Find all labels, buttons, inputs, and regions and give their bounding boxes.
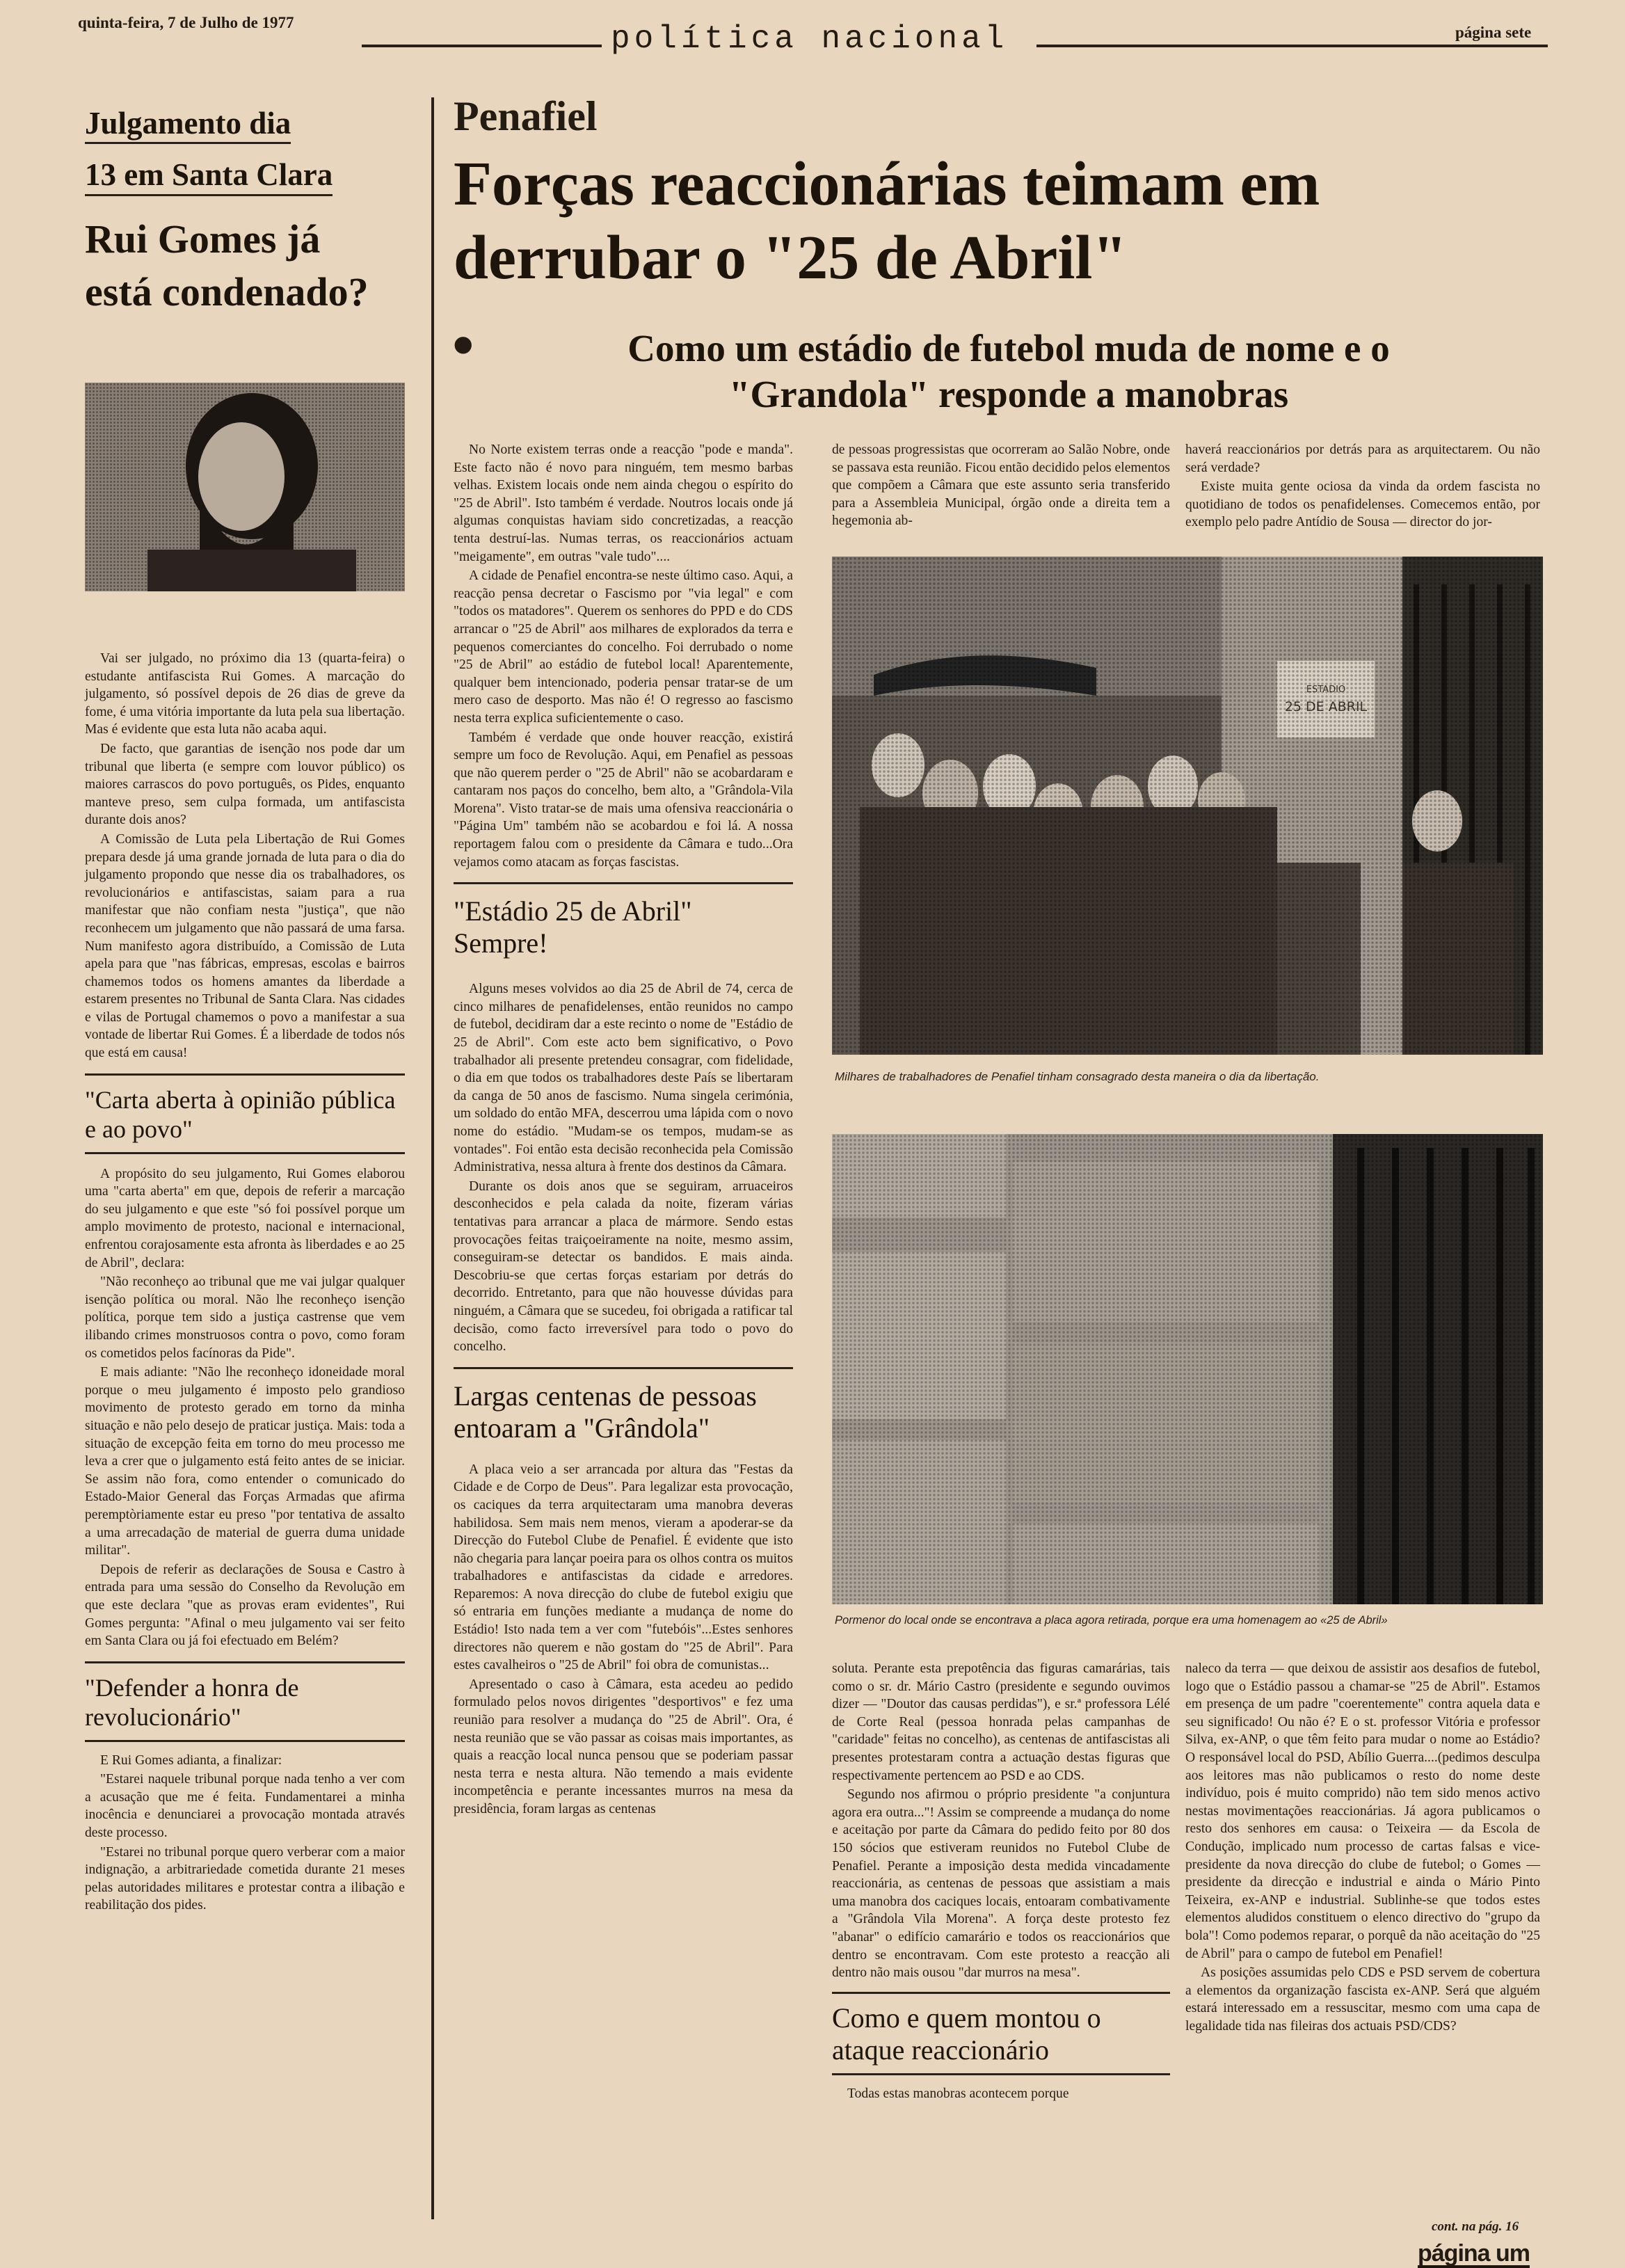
left-kicker-1: Julgamento dia bbox=[85, 104, 291, 144]
col-b2-p2: Segundo nos afirmou o próprio presidente "a conjuntura agora era outra..."! Assim se compreende a mudança do nome e aceitação por parte da Câmara do pedido feito por 80 dos 150 sócios que estiveram reunidos no Futebol Clube de Penafiel. Perante a imposição desta medida vincadamente reaccionária, as centenas de pessoas que assistiam a mais uma manobra dos caciques locais, entoaram combativamente a "Grândola Vila Morena". A força deste protesto fez "abanar" o edifício camarário e todos os reaccionários que dentro se encontravam. Com este protesto a reacção ali dentro não mais ousou "dar murros na mesa". bbox=[832, 1787, 1170, 1981]
header-date: quinta-feira, 7 de Julho de 1977 bbox=[78, 14, 294, 31]
left-body-p2: De facto, que garantias de isenção nos pode dar um tribunal que liberta (e sempre com louvor público) os maiores carrascos do povo português, os Pides, enquanto manteve preso, sem culpa formada, um antifascista durante dois anos? bbox=[85, 741, 405, 828]
col-c-p1: haverá reaccionários por detrás para as arquitectarem. Ou não será verdade? bbox=[1185, 442, 1540, 475]
main-col-a bbox=[454, 441, 793, 1820]
column-rule bbox=[431, 97, 434, 2219]
col-a-p1: No Norte existem terras onde a reacção "pode e manda". Este facto não é novo para ninguém, tem mesmo barbas velhas. Existem locais onde nem ainda chegou o espírito do "25 de Abril". Isto também é verdade. Noutros locais onde já algumas conquistas haviam sido concretizadas, a reacção tenta destruí-las. Numas terras, os reaccionários actuam "meigamente", em outras "vale tudo".... bbox=[454, 442, 793, 564]
col-a3-p1: A placa veio a ser arrancada por altura das "Festas da Cidade e de Corpo de Deus". Para legalizar esta provocação, os caciques da terra arquitectaram uma manobra deveras habilidosa. Sem mais nem menos, vieram a apoderar-se da Direcção do Futebol Clube de Penafiel. É evidente que isto não chegaria para lançar poeira para os olhos contra os muitos trabalhadores e antifascistas da cidade e arredores. Reparemos: A nova direcção do clube de futebol exigiu que só entraria em funções mediante a mudança de nome do Estádio! Isto nada tem a ver com "futebóis"...Estes senhores directores não querem e não gostam do "25 de Abril". Para estes cavalheiros o "25 de Abril" foi obra de comunistas... bbox=[454, 1462, 793, 1673]
left-body2-p3: E mais adiante: "Não lhe reconheço idoneidade moral porque o meu julgamento é imposto pelo grandioso movimento de protesto gerado em torno da minha situação e não pelo desejo de praticar justiça. Mais: toda a situação de excepção feita em torno do meu processo me leva a crer que o julgamento está feito antes de se iniciar. Se assim não fora, como entender o comunicado do Estado-Maior General das Forças Armadas que afirma peremptòriamente estar eu preso "por tentativa de assalto a uma arrecadação de material de guerra duma unidade militar". bbox=[85, 1365, 405, 1558]
left-divider-3 bbox=[85, 1661, 405, 1663]
caption-2: Pormenor do local onde se encontrava a placa agora retirada, porque era uma homenagem ao «25 de Abril» bbox=[835, 1614, 1388, 1627]
col-a-divider-2 bbox=[454, 1367, 793, 1369]
main-col-c2 bbox=[1185, 1660, 1540, 2036]
header-rule-right bbox=[1036, 45, 1548, 47]
left-body-p3: A Comissão de Luta pela Libertação de Rui Gomes prepara desde já uma grande jornada de luta para o dia do julgamento propondo que nesse dia os trabalhadores, os revolucionários e antifascistas, saiam para a rua manifestar que não confiam nesta "justiça", que não reconhecem um julgamento que não passará de uma farsa. Num manifesto agora distribuído, a Comissão de Luta apela para que "nas fábricas, empresas, escolas e bairros chamemos todos os homens amantes da liberdade a estarem presentes no Tribunal de Santa Clara. Nas cidades e vilas de Portugal chamemos o povo a manifestar a sua vontade de libertar Rui Gomes. É a liberdade de todos nós que está em causa! bbox=[85, 831, 405, 1061]
col-c2-p2: As posições assumidas pelo CDS e PSD servem de cobertura a elementos da organização fascista ex-ANP. Será que alguém estará interessado em a ressuscitar, mesmo com uma capa de legalidade tida nas fileiras dos actuais PSD/CDS? bbox=[1185, 1965, 1540, 2034]
col-a3-p2: Apresentado o caso à Câmara, esta acedeu ao pedido formulado pelos novos dirigentes "desportivos" e fez uma reunião para resolver a mudança do "25 de Abril". Ora, é nesta reunião que se vão passar as coisas mais importantes, as quais a reacção local nunca pensou que se poderiam passar nesta terra e nesta altura. Não temendo a mais evidente incompetência e perante incessantes murros na mesa da presidência, foram largas as centenas bbox=[454, 1677, 793, 1816]
left-body3-p2: "Estarei naquele tribunal porque nada tenho a ver com a acusação que me é feita. Fundamentarei a minha inocência e denunciarei a provocação montada através deste processo. bbox=[85, 1772, 405, 1841]
crowd-image bbox=[832, 557, 1543, 1055]
header-rule-left bbox=[362, 45, 602, 47]
col-b-p1: de pessoas progressistas que ocorreram ao Salão Nobre, onde se passava esta reunião. Ficou então decidido pelos elementos que compõem a Câmara que este assunto seria transferido para a Assembleia Municipal, órgão onde a direita tem a hegemonia ab- bbox=[832, 442, 1170, 529]
header-section: política nacional bbox=[611, 21, 1009, 57]
left-divider-4 bbox=[85, 1740, 405, 1742]
left-sub-1: "Carta aberta à opinião pública e ao povo" bbox=[85, 1085, 396, 1143]
header-page: página sete bbox=[1455, 24, 1532, 41]
continued-note: cont. na pág. 16 bbox=[1432, 2219, 1519, 2234]
caption-1: Milhares de trabalhadores de Penafiel tinham consagrado desta maneira o dia da libertação. bbox=[835, 1070, 1320, 1083]
col-a-sub: "Estádio 25 de Abril" Sempre! bbox=[454, 895, 692, 959]
left-title: Rui Gomes já está condenado? bbox=[85, 216, 369, 314]
footer-logo: página um bbox=[1418, 2240, 1530, 2267]
bullet-icon: • bbox=[452, 311, 474, 380]
col-b-sub: Largas centenas de pessoas entoaram a "Grândola" bbox=[454, 1380, 757, 1444]
col-c-sub: Como e quem montou o ataque reaccionário bbox=[832, 2002, 1101, 2066]
crowd-photo bbox=[832, 557, 1543, 1055]
col-b-divider bbox=[832, 1992, 1170, 1994]
main-col-b2 bbox=[832, 1660, 1170, 2104]
col-a2-p2: Durante os dois anos que se seguiram, arruaceiros desconhecidos e pela calada da noite, fizeram várias tentativas para arrancar a placa de mármore. Sendo estas provocações feitas traiçoeiramente na noite, mesmo assim, conseguiram-se detectar os bandidos. E mais ainda. Descobriu-se que certas forças estariam por detrás do decorrido. Entretanto, para que não houvesse dúvidas para ninguém, a Câmara que se sucedeu, foi obrigada a ratificar tal decisão, como facto irreversível para todo o povo do concelho. bbox=[454, 1179, 793, 1355]
left-body3-p1: E Rui Gomes adianta, a finalizar: bbox=[100, 1752, 282, 1768]
left-body bbox=[85, 650, 405, 1916]
plaque-image bbox=[832, 1134, 1543, 1604]
portrait-photo bbox=[85, 383, 405, 591]
left-column bbox=[85, 104, 406, 319]
main-col-c bbox=[1185, 441, 1540, 533]
col-c2-p1: naleco da terra — que deixou de assistir aos desafios de futebol, logo que o Estádio passou a chamar-se "25 de Abril". Estamos em presença de um padre "coerentemente" contra aquela data e seu significado! Ou não é? E o st. professor Vitória e professor Silva, ex-ANP, o que têm feito para mudar o nome ao Estádio? O responsável local do PSD, Abílio Guerra....(pedimos desculpa aos leitores mas não publicamos o resto do nome deste indivíduo, pois é muito comprido) não tem sido menos activo nestas movimentações reaccionárias. Já agora publicamos o resto dos senhores em causa: o Teixeira — da Escola de Condução, implicado num processo de cartas falsas e vice-presidente da nova direcção do clube de futebol; o Gomes — presidente da direcção e industrial e ainda o Mário Pinto Teixeira, ex-ANP e industrial. Sublinhe-se que todos estes elementos aludidos constituem o elenco directivo do "grupo da bola"! Como podemos reparar, o porquê da não aceitação do "25 de Abril" para o campo de futebol em Penafiel! bbox=[1185, 1661, 1540, 1961]
left-divider-2 bbox=[85, 1152, 405, 1154]
main-subtitle: Como um estádio de futebol muda de nome e o "Grandola" responde a manobras bbox=[627, 327, 1390, 415]
col-b2-p1: soluta. Perante esta prepotência das figuras camarárias, tais como o sr. dr. Mário Castro (presidente e segundo ouvimos dizer — "Doutor das causas perdidas"), e sr.ª professora Lélé de Corte Real (pessoa honrada pelas campanhas de "caridade" feitas no concelho), as centenas de antifascistas ali presentes protestaram contra a actuação destas figuras que respectivamente pertencem ao PSD e ao CDS. bbox=[832, 1661, 1170, 1783]
main-col-b bbox=[832, 441, 1170, 532]
col-c-p2: Existe muita gente ociosa da vinda da ordem fascista no quotidiano de todos os penafidelenses. Comecemos então, por exemplo pelo padre Antídio de Sousa — director do jor- bbox=[1185, 479, 1540, 530]
col-a-p2: A cidade de Penafiel encontra-se neste último caso. Aqui, a reacção pensa decretar o Fascismo por "via legal" e com "todos os matadores". Querem os senhores do PPD e do CDS arrancar o "25 de Abril" aos milhares de explorados da terra e pequenos comerciantes do concelho. Foi derrubado o nome "25 de Abril" ao estádio de futebol local! Aparentemente, qualquer bem intencionado, poderia pensar tratar-se de um mero caso de desporto. Mas não é! O regresso ao fascismo nesta terra explica suficientemente o caso. bbox=[454, 568, 793, 726]
col-a-divider-1 bbox=[454, 882, 793, 884]
left-body2-p4: Depois de referir as declarações de Sousa e Castro à entrada para uma sessão do Conselho da Revolução em que este declara "que as provas eram evidentes", Rui Gomes pergunta: "Afinal o meu julgamento vai ser feito em Santa Clara ou já foi efectuado em Belém? bbox=[85, 1562, 405, 1649]
left-body2-p1: A propósito do seu julgamento, Rui Gomes elaborou uma "carta aberta" em que, depois de referir a marcação do seu julgamento e que este "só foi possível porque um amplo movimento de protesto, nacional e internacional, enfrentou corajosamente esta afronta às liberdades e ao 25 de Abril", declara: bbox=[85, 1166, 405, 1270]
col-b-divider-2 bbox=[832, 2073, 1170, 2075]
main-kicker: Penafiel bbox=[454, 93, 598, 139]
left-kicker-2: 13 em Santa Clara bbox=[85, 155, 333, 196]
left-divider-1 bbox=[85, 1073, 405, 1076]
left-body-p1: Vai ser julgado, no próximo dia 13 (quarta-feira) o estudante antifascista Rui Gomes. A marcação do julgamento, só possível depois de 26 dias de greve da fome, é uma vitória importante da luta pela sua libertação. Mas é evidente que esta luta não acaba aqui. bbox=[85, 651, 405, 737]
portrait-image bbox=[85, 383, 405, 591]
main-title: Forças reaccionárias teimam em derrubar o "25 de Abril" bbox=[454, 150, 1320, 292]
left-sub-2: "Defender a honra de revolucionário" bbox=[85, 1673, 299, 1731]
col-a-p3: Também é verdade que onde houver reacção, existirá sempre um foco de Revolução. Aqui, em Penafiel as pessoas que não querem perder o "25 de Abril" não se acobardaram e cantaram nos paços do concelho, bem alto, a "Grândola-Vila Morena". Visto tratar-se de mais uma ofensiva reaccionária o "Página Um" também não se acobardou e foi lá. A nossa reportagem falou com o presidente da Câmara e tudo...Ora vejamos como atacam as forças fascistas. bbox=[454, 730, 793, 870]
plaque-photo bbox=[832, 1134, 1543, 1604]
left-body2-p2: "Não reconheço ao tribunal que me vai julgar qualquer isenção política ou moral. Não lhe reconheço isenção política, porque tem sido a justiça castrense que vem ilibando crimes monstruosos contra o povo, como foram os cometidos pelos facínoras da Pide". bbox=[85, 1275, 405, 1361]
left-body3-p3: "Estarei no tribunal porque quero verberar com a maior indignação, a arbitrariedade cometida durante 21 meses pelas autoridades militares e protestar contra a ilibação e reabilitação dos pides. bbox=[85, 1844, 405, 1913]
col-a2-p1: Alguns meses volvidos ao dia 25 de Abril de 74, cerca de cinco milhares de penafidelenses, então reunidos no campo de futebol, decidiram dar a este recinto o nome de "Estádio de 25 de Abril". Com este acto bem significativo, o Povo trabalhador ali presente pretendeu consagrar, com fidelidade, o dia em que todos os trabalhadores deste País se libertaram da canga de 50 anos de fascismo. Numa singela cerimónia, um soldado do então MFA, descerrou uma lápida com o novo nome do estádio. "Mudam-se os tempos, mudam-se as vontades". Foi então esta decisão reconhecida pela Comissão Administrativa, nessa altura à frente dos destinos da Câmara. bbox=[454, 982, 793, 1175]
col-b3-p1: Todas estas manobras acontecem porque bbox=[847, 2086, 1069, 2101]
